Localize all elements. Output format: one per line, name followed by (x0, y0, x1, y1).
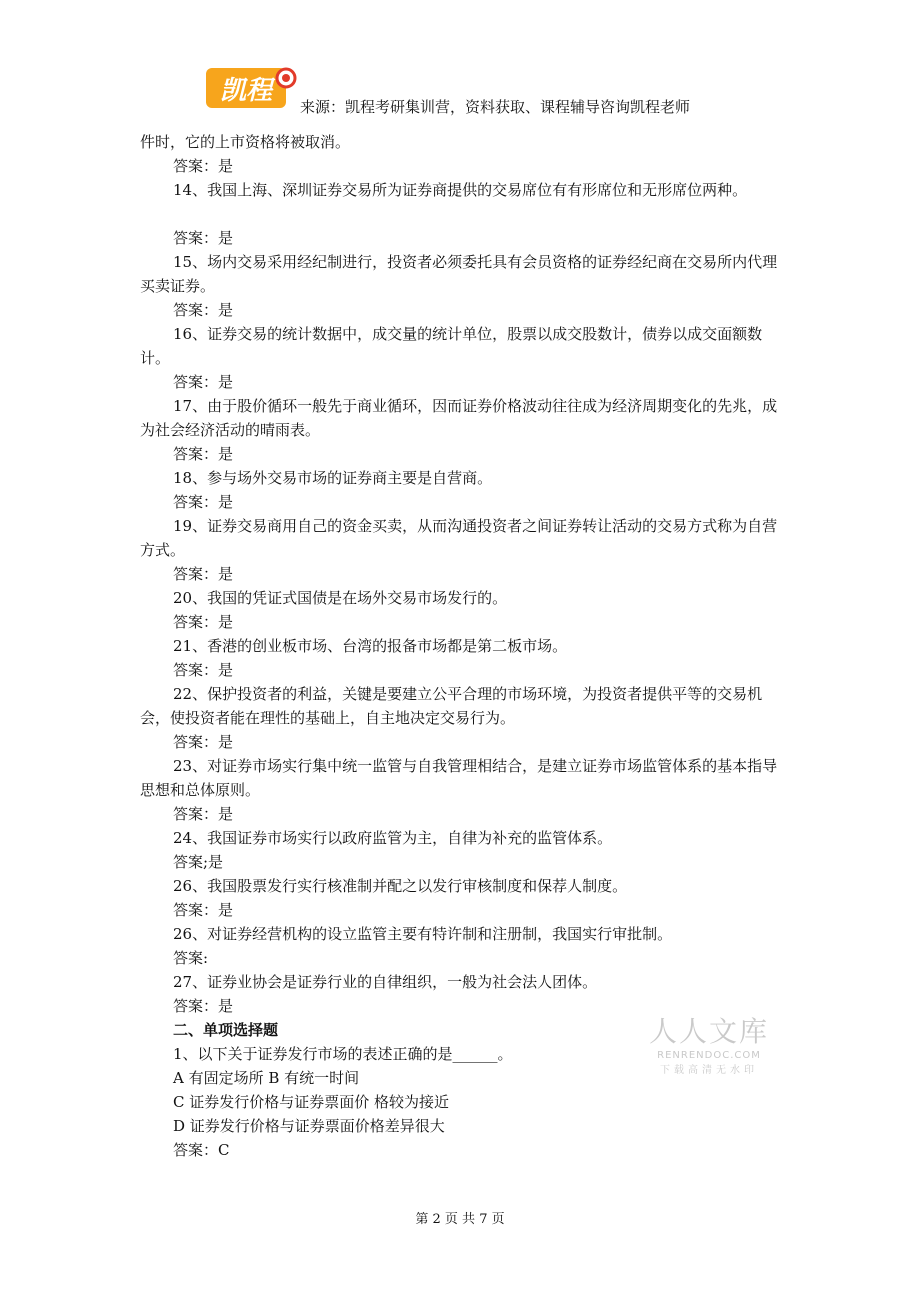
text-line: 18、参与场外交易市场的证券商主要是自营商。 (173, 469, 493, 487)
text-line: 答案;是 (173, 853, 224, 871)
logo-text: 凯程 (219, 76, 273, 106)
text-line: 答案：C (173, 1141, 230, 1159)
page-header (204, 62, 764, 122)
text-line: 22、保护投资者的利益，关键是要建立公平合理的市场环境，为投资者提供平等的交易机会，使投资者能在理性的基础上，自主地决定交易行为。 (140, 685, 763, 727)
text-line: 答案：是 (173, 733, 234, 751)
watermark-url: RENRENDOC.COM (657, 1050, 761, 1061)
text-line: 答案：是 (173, 493, 234, 511)
text-line: 答案：是 (173, 565, 234, 583)
text-line: 24、我国证券市场实行以政府监管为主，自律为补充的监管体系。 (173, 829, 613, 847)
text-line: 答案：是 (173, 445, 234, 463)
text-line: 答案: (173, 949, 209, 967)
text-line: 答案：是 (173, 373, 234, 391)
text-line: 17、由于股价循环一般先于商业循环，因而证券价格波动往往成为经济周期变化的先兆，成为社会经济活动的晴雨表。 (140, 397, 778, 439)
text-line: A 有固定场所 B 有统一时间 (173, 1069, 360, 1087)
text-line: 答案：是 (173, 901, 234, 919)
text-line: 23、对证券市场实行集中统一监管与自我管理相结合，是建立证券市场监管体系的基本指导思想和总体原则。 (140, 757, 778, 799)
document-body (140, 130, 790, 1162)
text-line: 答案：是 (173, 613, 234, 631)
watermark (644, 1015, 774, 1079)
blank-line (140, 202, 790, 226)
text-line: 1、以下关于证券发行市场的表述正确的是______。 (173, 1045, 513, 1063)
text-line: 答案：是 (173, 661, 234, 679)
text-line: 27、证券业协会是证券行业的自律组织，一般为社会法人团体。 (173, 973, 598, 991)
text-line: D 证券发行价格与证券票面价格差异很大 (173, 1117, 445, 1135)
text-line: 14、我国上海、深圳证券交易所为证券商提供的交易席位有有形席位和无形席位两种。 (173, 181, 748, 199)
section-heading: 二、单项选择题 (173, 1021, 279, 1039)
text-line: 15、场内交易采用经纪制进行，投资者必须委托具有会员资格的证券经纪商在交易所内代理买卖证券。 (140, 253, 778, 295)
watermark-subtitle: 下载高清无水印 (660, 1065, 758, 1076)
text-line: 答案：是 (173, 997, 234, 1015)
text-line: 答案：是 (173, 301, 234, 319)
text-line: 答案：是 (173, 805, 234, 823)
text-line: 21、香港的创业板市场、台湾的报备市场都是第二板市场。 (173, 637, 568, 655)
text-line: 件时，它的上市资格将被取消。 (140, 133, 351, 151)
kaicheng-logo (204, 62, 300, 114)
watermark-title: 人人文库 (648, 1015, 769, 1048)
text-line: 26、我国股票发行实行核准制并配之以发行审核制度和保荐人制度。 (173, 877, 628, 895)
text-line: 16、证券交易的统计数据中，成交量的统计单位，股票以成交股数计，债券以成交面额数计。 (140, 325, 763, 367)
text-line: 19、证券交易商用自己的资金买卖，从而沟通投资者之间证券转让活动的交易方式称为自营方式。 (140, 517, 778, 559)
text-line: 26、对证券经营机构的设立监管主要有特许制和注册制，我国实行审批制。 (173, 925, 673, 943)
text-line: 20、我国的凭证式国债是在场外交易市场发行的。 (173, 589, 508, 607)
text-line: C 证券发行价格与证券票面价 格较为接近 (173, 1093, 450, 1111)
page-number: 第 2 页 共 7 页 (415, 1212, 505, 1227)
source-line: 来源：凯程考研集训营，资料获取、课程辅导咨询凯程老师 (300, 98, 691, 116)
text-line: 答案：是 (173, 157, 234, 175)
text-line: 答案：是 (173, 229, 234, 247)
